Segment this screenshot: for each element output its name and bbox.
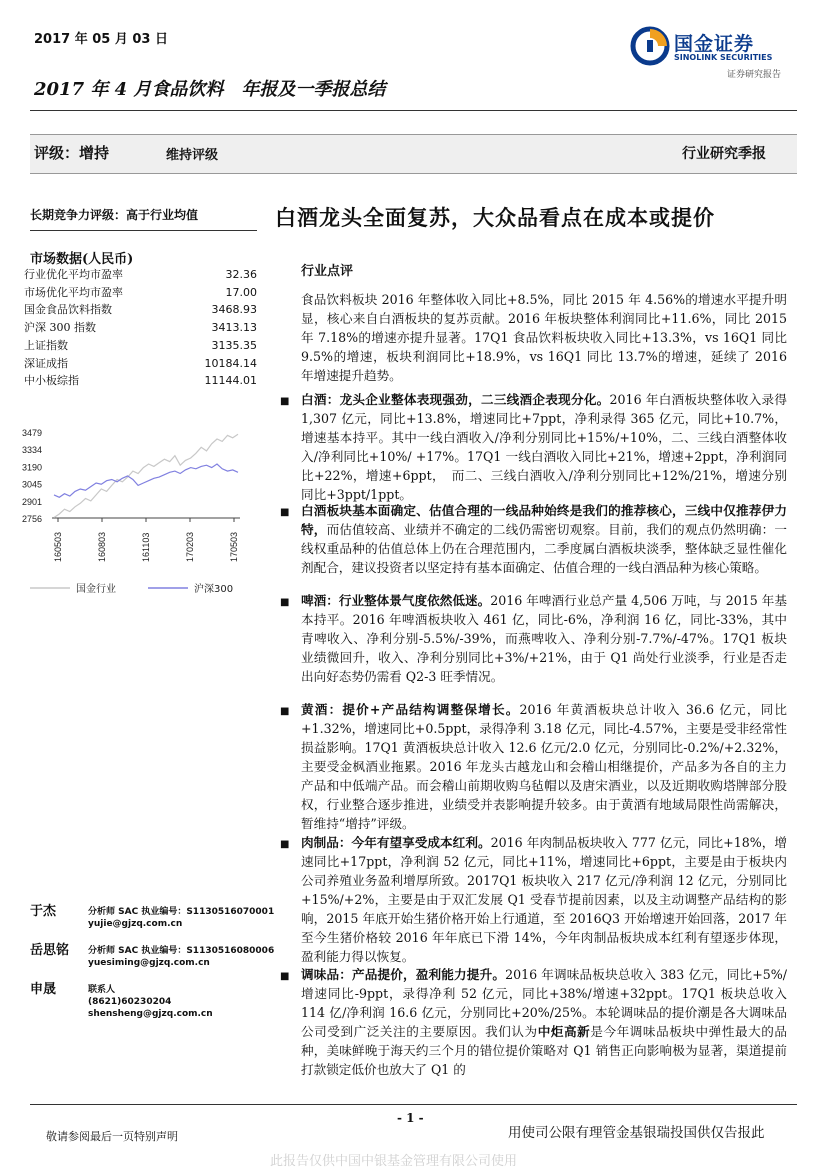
report-date: 2017 年 05 月 03 日 [34, 32, 168, 47]
table-row [24, 266, 257, 284]
analyst-email: yujie@gjzq.com.cn [88, 919, 183, 929]
y-tick-label: 3190 [22, 462, 43, 473]
logo-name: 国金证券 [674, 33, 755, 55]
bullet-icon: ■ [280, 706, 290, 717]
sauce-text: 2016 年调味品板块总收入 383 亿元，同比+5%/增速同比-9ppt，录得净利 52 亿元，同比+38%/增速+32ppt。17Q1 板块总收入 114 亿/净利润 16.6 亿元，分别同比+20%/25%。本轮调味品的提价潮是各大调味品公司受到广泛关注的主要原因。我们认为 [301, 967, 787, 1039]
series-line-国金行业 [54, 434, 238, 517]
sauce-highlight: 中炬高新 [537, 1024, 591, 1039]
logo-subtitle: 证券研究报告 [727, 70, 782, 80]
x-tick-label: 160803 [97, 531, 107, 562]
watermark-text: 此报告仅供中国中银基金管理有限公司使用 [270, 1154, 518, 1169]
market-label: 国金食品饮料指数 [24, 303, 112, 317]
table-row [24, 301, 257, 319]
market-value: 3468.93 [211, 303, 257, 317]
long-term-rating: 长期竞争力评级：高于行业均值 [30, 208, 199, 222]
huang-lead: 黄酒：提价+产品结构调整保增长。 [301, 702, 520, 717]
table-row [24, 319, 257, 337]
bullet-icon: ■ [280, 971, 290, 982]
market-value: 3135.35 [211, 338, 257, 352]
x-tick-label: 160503 [53, 531, 63, 562]
analyst-name: 于杰 [30, 904, 57, 919]
header-rule [30, 110, 797, 111]
headline: 白酒龙头全面复苏，大众品看点在成本或提价 [275, 205, 715, 230]
analyst-email: yuesiming@gjzq.com.cn [88, 958, 210, 968]
baijiu-paragraph [301, 390, 787, 504]
analyst-sac: 分析师 SAC 执业编号：S1130516070001 [88, 907, 275, 917]
market-label: 市场优化平均市盈率 [24, 285, 123, 299]
page-number: - 1 - [397, 1111, 424, 1125]
huang-text: 2016 年黄酒板块总计收入 36.6 亿元，同比+1.32%，增速同比+0.5ppt，录得净利 3.18 亿元，同比-4.57%，主要是受非经常性损益影响。17Q1 黄酒板块总计收入 12.6 亿元/2.0 亿元，分别同比-0.2%/+2.32%，主要受金枫酒业拖累。2016 年龙头古越龙山和会稽山相继提价，产品多为各自的主力产品和中低端产品。而会稽山前期收购乌毡帽以及唐宋酒业，以及近期收购塔牌部分股权，行业整合逐步推进，业绩受并表影响提升较多。由于黄酒有地域局限性尚需解决，暂维持“增持”评级。 [301, 702, 787, 831]
footer-disclaimer: 敬请参阅最后一页特别声明 [46, 1130, 178, 1143]
meat-paragraph [301, 833, 787, 966]
legend-label: 国金行业 [76, 584, 116, 595]
bullet-icon: ■ [280, 396, 290, 407]
rating-label: 评级：增持 [34, 144, 110, 162]
y-tick-label: 3479 [22, 428, 43, 438]
analyst-role: 联系人 [88, 985, 116, 995]
market-value: 10184.14 [204, 356, 257, 370]
table-row [24, 337, 257, 355]
table-row [24, 284, 257, 302]
analyst-phone: (8621)60230204 [88, 997, 172, 1007]
logo-english: SINOLINK SECURITIES [674, 53, 773, 62]
report-main-title: 2017 年 4 月食品饮料 年报及一季报总结 [34, 79, 386, 100]
market-label: 中小板综指 [24, 374, 79, 388]
huang-paragraph [301, 700, 787, 833]
footer-rule [30, 1104, 797, 1105]
y-tick-label: 3045 [22, 479, 43, 490]
core-lead: 白酒板块基本面确定、估值合理的一线品种始终是我们的推荐核心，三线中仅推荐伊力特， [301, 503, 787, 537]
sauce-paragraph [301, 965, 787, 1079]
sauce-lead: 调味品：产品提价，盈利能力提升。 [301, 967, 506, 982]
meat-lead: 肉制品：今年有望享受成本红利。 [301, 835, 491, 850]
core-paragraph [301, 501, 787, 577]
core-text: 而估值较高、业绩并不确定的二线仍需密切观察。目前，我们的观点仍然明确：一线权重品种的估值总体上仍在合理范围内，二季度属白酒板块淡季，整体缺乏显性催化剂配合，建议投资者以坚定持有基本面确定、估值合理的一线白酒品种为核心策略。 [301, 522, 788, 575]
baijiu-text: 2016 年白酒板块整体收入录得 1,307 亿元，同比+13.8%，增速同比+7ppt，净利录得 365 亿元，同比+10.7%，增速基本持平。其中一线白酒收入/净利分别同比+15%/+10%，二、三线白酒整体收入/净利同比+10%/ +17%。17Q1 一线白酒收入同比+21%，增速+2ppt，净利润同比+22%，增速+6ppt， 而二、三线白酒收入/净利分别同比+12%/21%，增速分别同比+3ppt/1ppt。 [301, 392, 787, 502]
x-tick-label: 170503 [229, 531, 239, 562]
y-tick-label: 2901 [22, 496, 43, 507]
index-chart-svg [22, 410, 260, 610]
analyst-name: 岳思铭 [30, 943, 70, 958]
market-value: 11144.01 [204, 374, 257, 388]
bullet-icon: ■ [280, 597, 290, 608]
series-line-沪深300 [54, 464, 238, 497]
market-data-table [24, 266, 257, 390]
sauce-text-2: 是今年调味品板块中弹性最大的品种，美味鲜晚于海天约三个月的错位提价策略对 Q1 销售正向影响极为显著，渠道提前打款锁定低价也放大了 Q1 的 [301, 1024, 788, 1077]
intro-paragraph: 食品饮料板块 2016 年整体收入同比+8.5%，同比 2015 年 4.56%的增速水平提升明显，核心来自白酒板块的复苏贡献。2016 年板块整体利润同比+11.6%，同比 2015 年 7.18%的增速亦提升显著。17Q1 食品饮料板块收入同比+13.3%，vs 16Q1 同比 9.5%的增速，板块利润同比+18.9%，vs 16Q1 同比 13.7%的增速，延续了 2016 年增速提升趋势。 [301, 292, 787, 383]
market-label: 深证成指 [24, 356, 68, 370]
y-tick-label: 3334 [22, 445, 43, 456]
y-tick-label: 2756 [22, 514, 43, 524]
left-rule [30, 230, 257, 231]
table-row [24, 372, 257, 390]
bullet-icon: ■ [280, 839, 290, 850]
market-label: 沪深 300 指数 [24, 321, 96, 335]
report-type: 行业研究季报 [682, 146, 766, 162]
baijiu-lead: 白酒：龙头企业整体表现强劲，二三线酒企表现分化。 [301, 392, 610, 407]
index-chart [22, 410, 260, 610]
market-value: 3413.13 [211, 321, 257, 335]
logo-mark-icon [630, 26, 670, 66]
meat-text: 2016 年肉制品板块收入 777 亿元，同比+18%，增速同比+17ppt，净利润 52 亿元，同比+11%，增速同比+6ppt，主要是由于板块内公司养殖业务盈利增厚所致。2017Q1 板块收入 217 亿元/净利润 12 亿元，分别同比+15%/+2%，主要是由于双汇发展 Q1 受春节提前因素，以及主动调整产品结构的影响，2015 年底开始生猪价格开始上行通道，至 2016Q3 开始增速开始回落，2017 年至今生猪价格较 2016 年年底已下滑 14%，今年肉制品板块成本红利有望逐步体现，盈利能力得以恢复。 [301, 835, 787, 964]
beer-lead: 啤酒：行业整体景气度依然低迷。 [301, 593, 491, 608]
market-value: 17.00 [225, 285, 257, 299]
bullet-icon: ■ [280, 507, 290, 518]
beer-paragraph [301, 591, 787, 686]
maintain-rating: 维持评级 [166, 148, 219, 163]
section-heading: 行业点评 [301, 264, 354, 279]
analyst-info [88, 945, 274, 969]
x-tick-label: 170203 [185, 531, 195, 562]
analyst-email: shensheng@gjzq.com.cn [88, 1009, 213, 1019]
x-tick-label: 161103 [141, 532, 151, 562]
analyst-name: 申晟 [30, 982, 57, 997]
market-data-title: 市场数据(人民币) [30, 252, 134, 267]
analyst-sac: 分析师 SAC 执业编号：S1130516080006 [88, 946, 275, 956]
legend-label: 沪深300 [194, 584, 234, 595]
market-label: 行业优化平均市盈率 [24, 268, 123, 281]
market-value: 32.36 [225, 268, 257, 281]
footer-usage-note: 用使司公限有理管金基银瑞投国供仅告报此 [508, 1125, 765, 1141]
beer-text: 2016 年啤酒行业总产量 4,506 万吨，与 2015 年基本持平。2016 年啤酒板块收入 461 亿，同比-6%，净利润 16 亿，同比-33%，其中青啤收入、净利分别-5.5%/-39%，而燕啤收入、净利分别-7.7%/-47%。17Q1 板块业绩微回升，收入、净利分别同比+3%/+21%，由于 Q1 尚处行业淡季，行业是否走出向好态势仍需看 Q2-3 旺季情况。 [301, 593, 788, 684]
analyst-info [88, 984, 213, 1020]
table-row [24, 355, 257, 373]
market-label: 上证指数 [24, 338, 68, 352]
analyst-info [88, 906, 274, 930]
